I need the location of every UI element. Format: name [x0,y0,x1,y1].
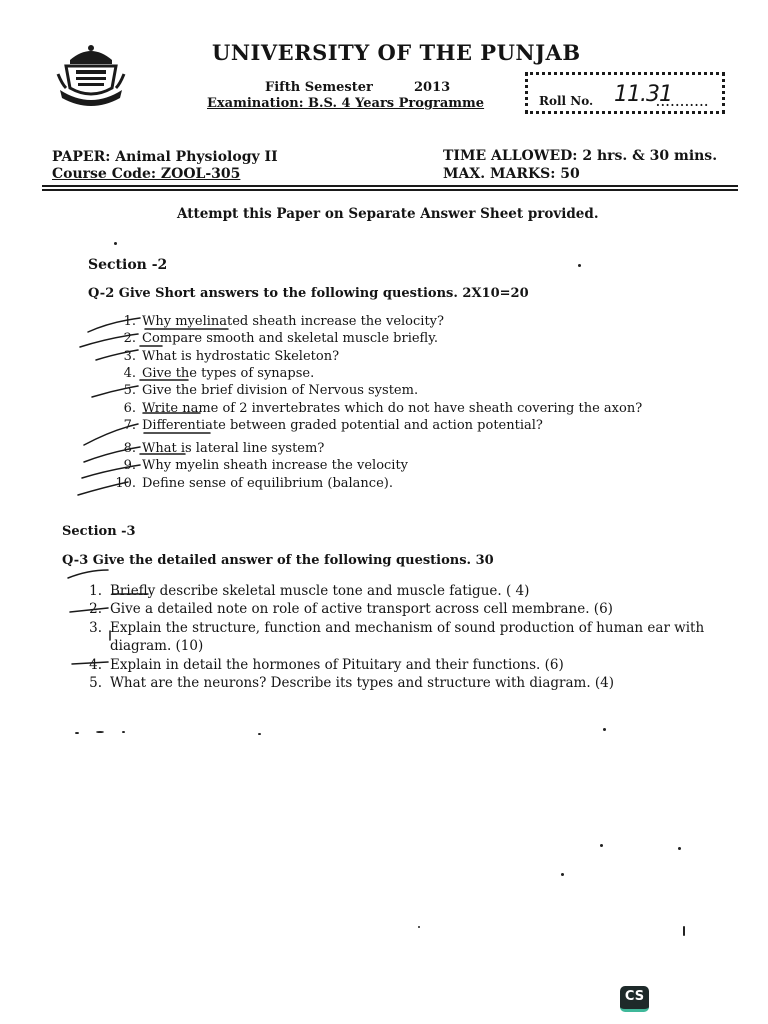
question-item [112,314,444,329]
question-number: 2. [89,601,102,618]
question-item [84,657,564,673]
question-item [112,331,438,346]
question-item [112,383,418,398]
scan-speck [122,731,125,733]
roll-number-dots: ........... [656,96,710,109]
question-text: Explain in detail the hormones of Pituitary and their functions. (6) [110,656,564,673]
semester-label: Fifth Semester [265,80,373,95]
university-title: UNIVERSITY OF THE PUNJAB [212,40,581,65]
question-number: 4. [123,365,136,381]
question-item [112,401,642,416]
question-number: 9. [123,458,136,474]
question-item [112,441,324,456]
question-text: Compare smooth and skeletal muscle briefly. [142,331,438,347]
question-3-heading: Q-3 Give the detailed answer of the following questions. 30 [62,553,494,568]
question-number: 4. [89,656,102,673]
question-text: Define sense of equilibrium (balance). [142,475,393,491]
paper-title: PAPER: Animal Physiology II [52,149,278,165]
scan-speck [678,847,681,850]
max-marks: MAX. MARKS: 50 [443,166,580,182]
question-text: What are the neurons? Describe its types and structure with diagram. (4) [110,675,615,691]
question-number: 2. [123,331,136,347]
camscanner-badge: CS [620,986,649,1012]
question-text: Briefly describe skeletal muscle tone and muscle fatigue. ( 4) [110,583,530,599]
section-2-title: Section -2 [88,257,168,273]
roll-number-label: Roll No. [539,94,594,108]
question-number: 8. [123,441,136,457]
time-allowed: TIME ALLOWED: 2 hrs. & 30 mins. [443,148,718,164]
scan-speck [578,264,581,267]
examination-label: Examination: B.S. 4 Years Programme [207,96,485,111]
question-text: What is hydrostatic Skeleton? [142,348,340,364]
question-text: Give the types of synapse. [142,365,315,381]
question-text: Explain the structure, function and mechanism of sound production of human ear with [110,619,705,636]
question-text: Write name of 2 invertebrates which do not have sheath covering the axon? [142,400,643,416]
question-item [84,638,203,654]
scan-speck [75,732,79,734]
question-item [84,583,529,599]
question-number: 3. [89,619,102,636]
scan-speck [114,242,117,245]
question-number: 1. [89,583,102,599]
question-number: 3. [123,348,136,364]
question-item [112,418,543,433]
university-logo [56,44,126,106]
question-text: Differentiate between graded potential and action potential? [142,417,543,433]
exam-year: 2013 [414,80,451,95]
scan-speck [683,926,685,936]
question-number: 10. [115,475,136,491]
course-code: Course Code: ZOOL-305 [52,166,241,182]
question-item [112,458,408,473]
question-number: 7. [123,417,136,433]
question-text: diagram. (10) [110,638,204,655]
question-text: Why myelinated sheath increase the velocity? [142,314,444,329]
header-divider [42,185,738,187]
question-number: 5. [123,383,136,399]
question-item [84,620,704,636]
question-number: 1. [123,314,136,329]
question-item [112,349,339,364]
question-text: Why myelin sheath increase the velocity [142,458,409,474]
section-3-title: Section -3 [62,524,136,539]
question-text: What is lateral line system? [142,441,325,457]
scan-speck [96,731,104,733]
question-number: 5. [89,675,102,691]
scan-speck [561,873,564,876]
scan-speck [600,844,603,847]
question-item [112,366,314,381]
scan-speck [603,728,606,731]
question-item [112,476,393,491]
question-text: Give a detailed note on role of active transport across cell membrane. (6) [110,601,613,618]
question-text: Give the brief division of Nervous system. [142,383,419,399]
scan-speck [418,926,420,928]
question-item [84,601,613,617]
instruction-text: Attempt this Paper on Separate Answer Sheet provided. [177,206,599,222]
scan-speck [258,733,261,735]
question-item [84,675,614,691]
header-divider-secondary [42,189,738,191]
question-2-heading: Q-2 Give Short answers to the following questions. 2X10=20 [88,286,529,301]
question-number: 6. [123,400,136,416]
roll-number-value: 11.31 [614,82,672,107]
